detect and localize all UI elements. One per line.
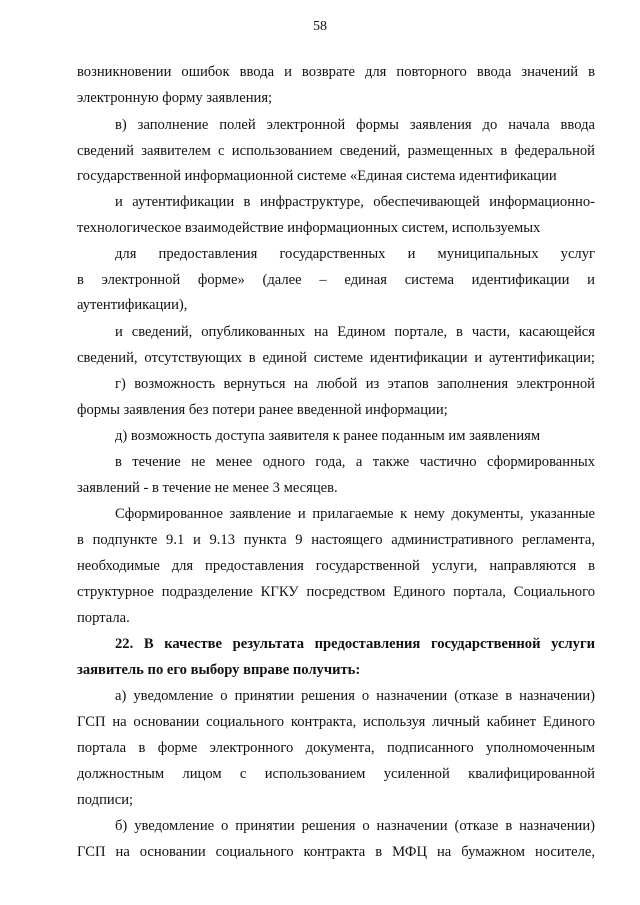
text-line: в электронной форме» (далее – единая система идентификации и bbox=[77, 272, 595, 288]
text-line: подписи; bbox=[77, 792, 134, 808]
text-line: д) возможность доступа заявителя к ранее поданным им заявлениям bbox=[115, 428, 541, 444]
text-line: должностным лицом с использованием усиленной квалифицированной bbox=[77, 766, 595, 782]
section-heading-line: 22. В качестве результата предоставления государственной услуги bbox=[115, 636, 595, 652]
section-heading-line: заявитель по его выбору вправе получить: bbox=[77, 662, 361, 678]
text-line: для предоставления государственных и муниципальных услуг bbox=[115, 246, 595, 262]
text-line: и аутентификации в инфраструктуре, обеспечивающей информационно- bbox=[115, 194, 595, 210]
text-line: возникновении ошибок ввода и возврате для повторного ввода значений в bbox=[77, 64, 595, 80]
text-line: г) возможность вернуться на любой из этапов заполнения электронной bbox=[115, 376, 595, 392]
text-line: электронную форму заявления; bbox=[77, 90, 273, 106]
text-line: Сформированное заявление и прилагаемые к нему документы, указанные bbox=[115, 506, 595, 522]
text-line: аутентификации), bbox=[77, 297, 188, 313]
text-line: структурное подразделение КГКУ посредством Единого портала, Социального bbox=[77, 584, 595, 600]
text-line: ГСП на основании социального контракта в МФЦ на бумажном носителе, bbox=[77, 844, 595, 860]
text-line: и сведений, опубликованных на Едином портале, в части, касающейся bbox=[115, 324, 595, 340]
text-line: в течение не менее одного года, а также частично сформированных bbox=[115, 454, 595, 470]
text-line: необходимые для предоставления государственной услуги, направляются в bbox=[77, 558, 595, 574]
text-line: в) заполнение полей электронной формы заявления до начала ввода bbox=[115, 117, 595, 133]
text-line: формы заявления без потери ранее введенной информации; bbox=[77, 402, 448, 418]
text-line: портала в форме электронного документа, подписанного уполномоченным bbox=[77, 740, 595, 756]
text-line: сведений заявителем с использованием сведений, размещенных в федеральной bbox=[77, 143, 595, 159]
text-line: государственной информационной системе «Единая система идентификации bbox=[77, 168, 557, 184]
text-line: ГСП на основании социального контракта, используя личный кабинет Единого bbox=[77, 714, 595, 730]
page-number: 58 bbox=[313, 19, 327, 34]
text-line: сведений, отсутствующих в единой системе идентификации и аутентификации; bbox=[77, 350, 595, 366]
text-line: заявлений - в течение не менее 3 месяцев. bbox=[77, 480, 338, 496]
text-line: технологическое взаимодействие информационных систем, используемых bbox=[77, 220, 541, 236]
text-line: портала. bbox=[77, 610, 130, 626]
text-line: в подпункте 9.1 и 9.13 пункта 9 настоящего административного регламента, bbox=[77, 532, 595, 548]
text-line: б) уведомление о принятии решения о назначении (отказе в назначении) bbox=[115, 818, 595, 834]
text-line: а) уведомление о принятии решения о назначении (отказе в назначении) bbox=[115, 688, 595, 704]
